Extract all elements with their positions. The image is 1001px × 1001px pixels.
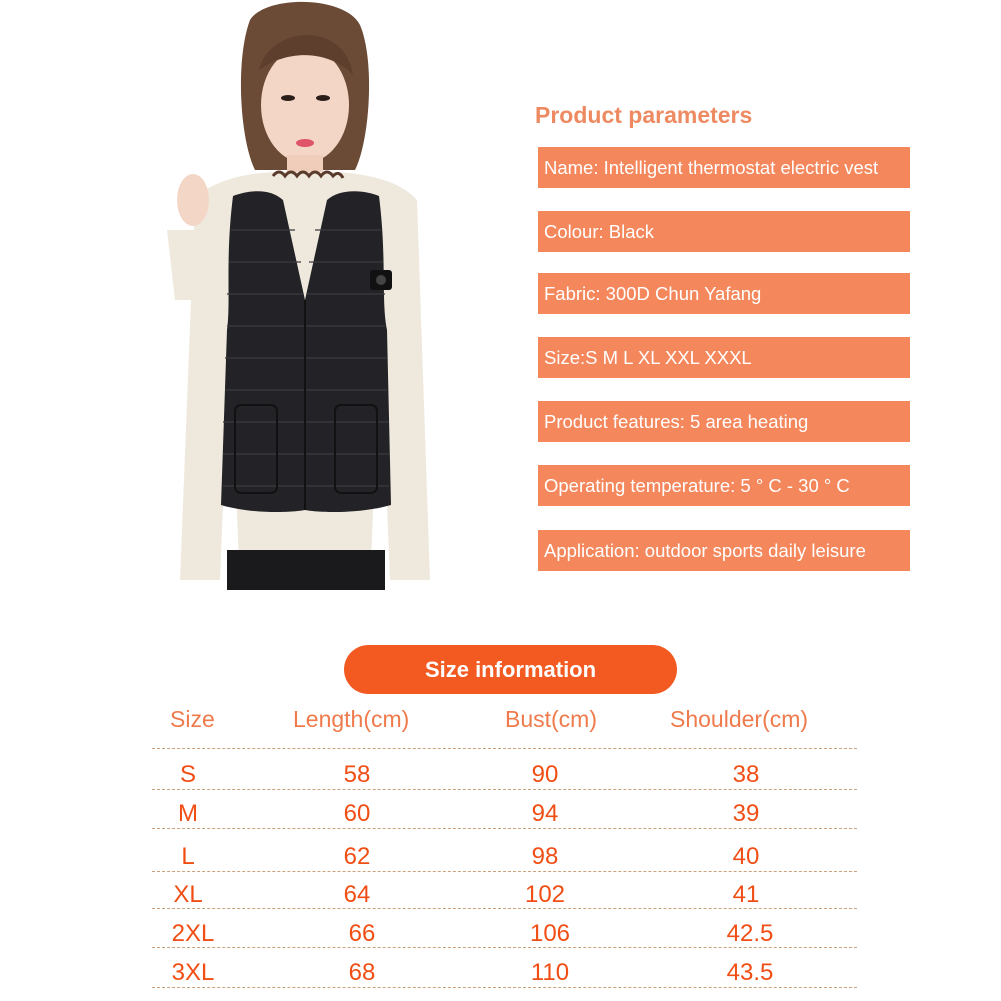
table-cell-length: 60: [343, 800, 371, 827]
table-cell-shoulder: 40: [732, 843, 760, 870]
param-fabric: Fabric: 300D Chun Yafang: [538, 273, 910, 314]
table-divider: [152, 987, 857, 988]
table-cell-shoulder: 43.5: [726, 959, 774, 986]
table-cell-size: M: [178, 800, 198, 827]
table-divider: [152, 789, 857, 790]
table-divider: [152, 908, 857, 909]
product-parameters-title: Product parameters: [535, 102, 753, 128]
column-header-length: Length(cm): [293, 706, 410, 732]
table-cell-bust: 94: [531, 800, 559, 827]
table-cell-length: 64: [343, 881, 371, 908]
table-cell-shoulder: 39: [732, 800, 760, 827]
size-information-title: Size information: [344, 645, 677, 694]
table-cell-size: 2XL: [171, 920, 215, 947]
table-cell-size: L: [181, 843, 195, 870]
table-cell-bust: 106: [529, 920, 571, 947]
table-divider: [152, 947, 857, 948]
table-cell-shoulder: 41: [732, 881, 760, 908]
table-divider: [152, 828, 857, 829]
table-cell-length: 68: [348, 959, 376, 986]
table-cell-size: 3XL: [171, 959, 215, 986]
table-cell-bust: 110: [530, 959, 570, 986]
table-cell-shoulder: 42.5: [726, 920, 774, 947]
param-application: Application: outdoor sports daily leisure: [538, 530, 910, 571]
table-divider: [152, 871, 857, 872]
param-size: Size:S M L XL XXL XXXL: [538, 337, 910, 378]
column-header-bust: Bust(cm): [505, 706, 597, 732]
table-cell-bust: 90: [531, 761, 559, 788]
table-divider: [152, 748, 857, 749]
column-header-size: Size: [170, 706, 215, 732]
table-cell-bust: 98: [531, 843, 559, 870]
table-cell-size: XL: [173, 881, 203, 908]
table-cell-shoulder: 38: [732, 761, 760, 788]
param-operating-temperature: Operating temperature: 5 ° C - 30 ° C: [538, 465, 910, 506]
param-features: Product features: 5 area heating: [538, 401, 910, 442]
table-cell-length: 66: [348, 920, 376, 947]
table-cell-bust: 102: [524, 881, 566, 908]
column-header-shoulder: Shoulder(cm): [670, 706, 809, 732]
table-cell-length: 62: [343, 843, 371, 870]
table-cell-size: S: [179, 761, 196, 788]
param-colour: Colour: Black: [538, 211, 910, 252]
param-name: Name: Intelligent thermostat electric vest: [538, 147, 910, 188]
product-photo: [155, 0, 455, 590]
model-wearing-vest-image: [155, 0, 455, 590]
table-cell-length: 58: [343, 761, 371, 788]
